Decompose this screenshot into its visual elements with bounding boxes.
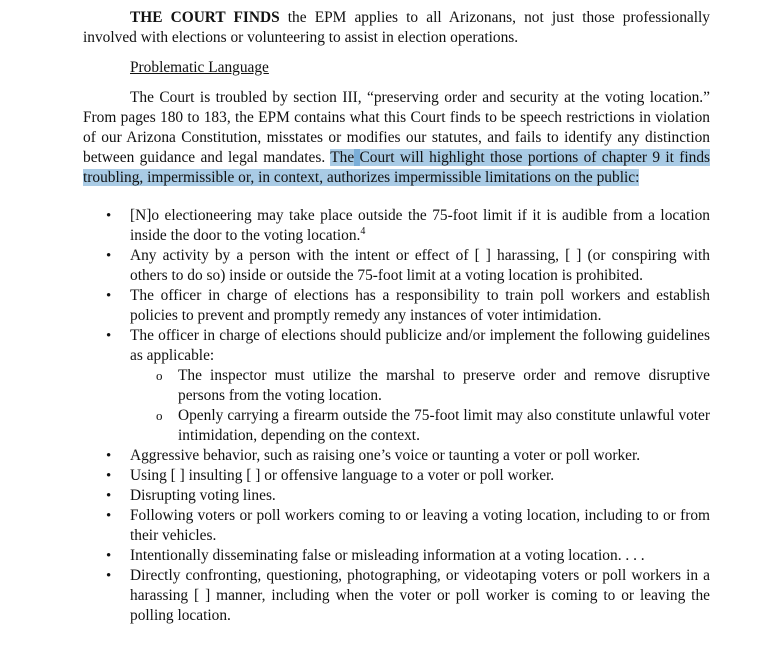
section-heading: Problematic Language: [130, 59, 269, 76]
list-item-text: Any activity by a person with the intent or effect of [ ] harassing, [ ] (or conspiring with others to do so) inside or outside the 75-foot limit at a voting location is prohibited.: [130, 247, 710, 284]
list-item: [83, 486, 710, 506]
restrictions-list: [83, 206, 710, 626]
highlighted-text-start[interactable]: The: [330, 149, 355, 166]
bullet-icon: •: [106, 248, 112, 264]
list-item-text: Disrupting voting lines.: [130, 487, 276, 504]
list-item: [83, 466, 710, 486]
court-finds-text: the EPM applies to all Arizonans, not just those professionally involved with elections or volunteering to assist in election operations.: [83, 9, 711, 46]
list-item: [83, 206, 710, 246]
highlight-gap: [354, 149, 359, 166]
footnote-marker[interactable]: 4: [360, 225, 366, 237]
guidelines-sublist: [130, 366, 710, 446]
bullet-icon: •: [106, 568, 112, 584]
list-item-text: The officer in charge of elections has a responsibility to train poll workers and establish policies to prevent and promptly remedy any instances of voter intimidation.: [130, 287, 710, 324]
bullet-icon: •: [106, 328, 112, 344]
court-finds-paragraph: [83, 8, 710, 48]
bullet-icon: •: [106, 488, 112, 504]
troubled-text: The Court is troubled by section III, “preserving order and security at the voting location.” From pages 180 to 183, the EPM contains what this Court finds to be speech restrictions in violation of our Arizona Constitution, misstates or modifies our statutes, and fails to identify any distinction between guidance and legal mandates.: [83, 89, 710, 166]
list-item: [83, 506, 710, 546]
sub-list-item: [83, 366, 710, 406]
bullet-icon: •: [106, 468, 112, 484]
list-item-text: Following voters or poll workers coming to or leaving a voting location, including to or from their vehicles.: [130, 507, 710, 544]
list-item-text: Directly confronting, questioning, photographing, or videotaping voters or poll workers in a harassing [ ] manner, including when the voter or poll worker is coming to or leaving the polling location.: [130, 567, 710, 624]
circle-bullet-icon: o: [156, 368, 163, 383]
list-item-text: Aggressive behavior, such as raising one’s voice or taunting a voter or poll worker.: [130, 447, 641, 464]
sub-list-item: [83, 406, 710, 446]
list-item-text: Intentionally disseminating false or misleading information at a voting location. . . .: [130, 547, 645, 564]
list-item: [83, 566, 710, 626]
bullet-icon: •: [106, 448, 112, 464]
bullet-icon: •: [106, 208, 112, 224]
court-finds-lead: THE COURT FINDS: [130, 9, 280, 26]
list-item-text: The officer in charge of elections should publicize and/or implement the following guidelines as applicable:: [130, 327, 710, 364]
highlighted-text[interactable]: Court will highlight those portions of chapter 9 it finds troubling, impermissible or, in context, authorizes impermissible limitations on the public:: [83, 149, 710, 186]
list-item-text: [N]o electioneering may take place outside the 75-foot limit if it is audible from a location inside the door to the voting location.: [130, 207, 710, 244]
list-item: [83, 446, 710, 466]
list-item: [83, 326, 710, 446]
list-item: [83, 246, 710, 286]
sub-list-item-text: Openly carrying a firearm outside the 75-foot limit may also constitute unlawful voter intimidation, depending on the context.: [178, 407, 710, 444]
document-page: [83, 8, 710, 626]
bullet-icon: •: [106, 508, 112, 524]
circle-bullet-icon: o: [156, 408, 163, 423]
list-item: [83, 546, 710, 566]
bullet-icon: •: [106, 288, 112, 304]
bullet-icon: •: [106, 548, 112, 564]
list-item: [83, 286, 710, 326]
sub-list-item-text: The inspector must utilize the marshal to preserve order and remove disruptive persons from the voting location.: [178, 367, 710, 404]
troubled-paragraph: [83, 88, 710, 188]
list-item-text: Using [ ] insulting [ ] or offensive language to a voter or poll worker.: [130, 467, 555, 484]
